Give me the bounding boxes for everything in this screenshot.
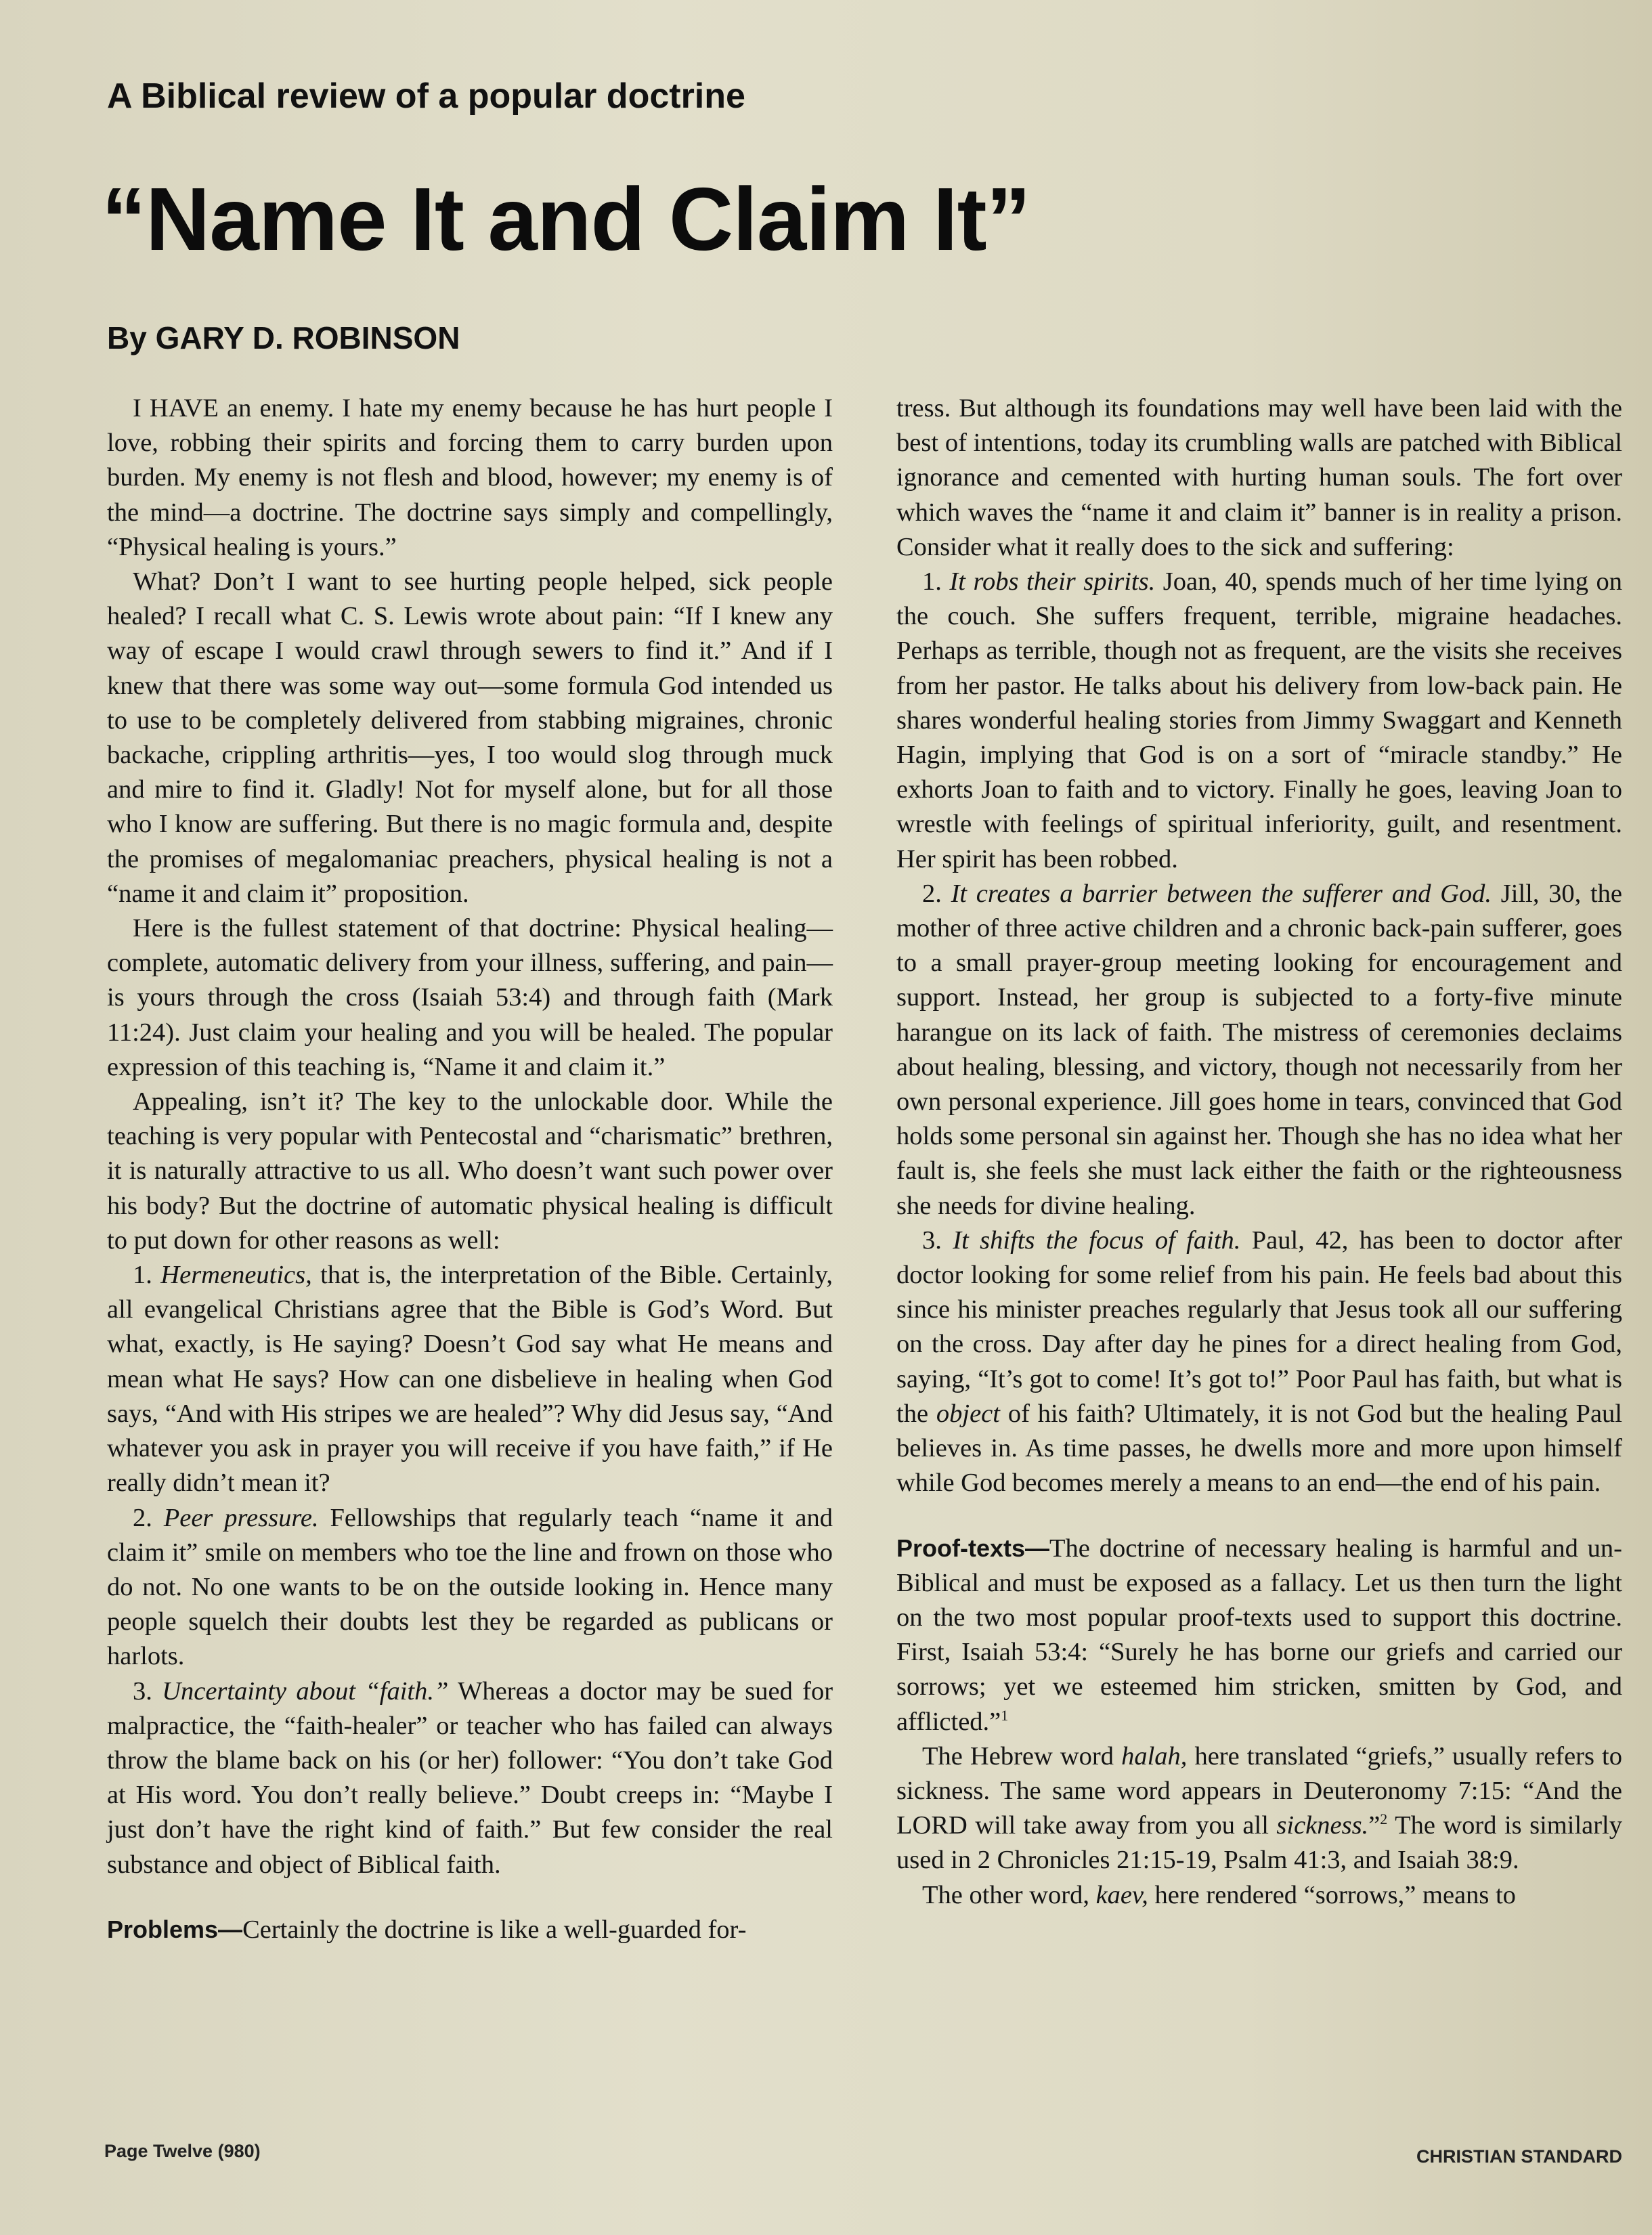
paragraph [107, 1501, 833, 1674]
paragraph [896, 1739, 1622, 1878]
list-term: Hermeneutics, [160, 1261, 312, 1290]
emphasis: sickness. [1276, 1811, 1369, 1840]
paragraph: What? Don’t I want to see hurting people helped, sick people healed? I recall what C. S. Lewis wrote about pain: “If I knew any way of escape I would crawl through sewers to find it.” And if I knew that there was some way out—some formula God intended us to use to be completely delivered from stabbing migraines, chronic backache, crippling arthritis—yes, I too would slog through muck and mire to find it. Gladly! Not for myself alone, but for all those who I know are suffering. But there is no magic formula and, despite the promises of megalomaniac preachers, physical healing is not a “name it and claim it” proposition. [107, 567, 833, 908]
paragraph: Here is the fullest statement of that doctrine: Physical healing—complete, automatic delivery from your illness, suffering, and pain—is yours through the cross (Isaiah 53:4) and through faith (Mark 11:24). Just claim your healing and you will be healed. The popular expression of this teaching is, “Name it and claim it.” [107, 914, 833, 1081]
list-number: 2. [922, 879, 942, 908]
emphasis: halah, [1121, 1741, 1188, 1771]
list-number: 3. [922, 1225, 942, 1255]
section-gap [107, 1882, 833, 1912]
paragraph [896, 565, 1622, 877]
page-number: Page Twelve (980) [104, 2141, 261, 2161]
paragraph-text: The Hebrew word [922, 1741, 1114, 1771]
section-heading: Problems— [107, 1915, 243, 1943]
paragraph-text: Whereas a doctor may be sued for malpractice, the “faith-healer” or teacher who has failed can always throw the blame back on his (or her) follower: “You don’t take God at His word. You don’t really believe.” Doubt creeps in: “Maybe I just don’t have the right kind of faith.” But few consider the real substance and object of Biblical faith. [107, 1676, 833, 1879]
quote-mark: ” [1368, 1811, 1381, 1840]
section-gap [896, 1501, 1622, 1531]
list-term: It creates a barrier between the sufferer and God. [951, 879, 1492, 908]
paragraph [107, 1258, 833, 1500]
list-term: Peer pressure. [163, 1503, 319, 1532]
paragraph [896, 1878, 1622, 1913]
paragraph [107, 1912, 833, 1947]
paragraph-text: Paul, 42, has been to doctor after doctor looking for some relief from his pain. He feels bad about this since his minister preaches regularly that Jesus took all our suffering on the cross. Day after day he pines for a direct healing from God, saying, “It’s got to come! It’s got to!” Poor Paul has faith, but what is the [896, 1225, 1622, 1428]
paragraph: Appealing, isn’t it? The key to the unlockable door. While the teaching is very popular with Pentecostal and “charismatic” brethren, it is naturally attractive to us all. Who doesn’t want such power over his body? But the doctrine of automatic physical healing is difficult to put down for other reasons as well: [107, 1087, 833, 1255]
paragraph-text: Fellowships that regularly teach “name it and claim it” smile on members who toe the line and frown on those who do not. No one wants to be on the outside looking in. Hence many people squelch their doubts lest they be regarded as publicans or harlots. [107, 1503, 833, 1671]
paragraph-text: The word is similarly used in 2 Chronicles 21:15-19, Psalm 41:3, and Isaiah 38:9. [896, 1811, 1622, 1875]
list-term: It robs their spirits. [949, 567, 1156, 596]
paragraph [107, 1674, 833, 1882]
paragraph-text: here rendered “sorrows,” means to [1154, 1880, 1516, 1909]
paragraph-text: of his faith? Ultimately, it is not God but the healing Paul believes in. As time passes, he dwells more and more upon himself while God becomes merely a means to an end—the end of his pain. [896, 1399, 1623, 1498]
right-column [896, 391, 1622, 1913]
footnote-marker: 2 [1380, 1810, 1388, 1828]
section-heading: Proof-texts— [896, 1534, 1050, 1562]
list-term: It shifts the focus of faith. [953, 1225, 1241, 1255]
list-term: Uncertainty about “faith.” [162, 1676, 449, 1706]
footnote-marker: 1 [1001, 1706, 1009, 1724]
list-number: 3. [133, 1676, 152, 1706]
paragraph [896, 1223, 1622, 1501]
left-column [107, 391, 833, 1947]
paragraph-text: The other word, [922, 1880, 1089, 1909]
paragraph-text: Jill, 30, the mother of three active children and a chronic back-pain sufferer, goes to a small prayer-group meeting looking for encouragement and support. Instead, her group is subjected to a forty-five minute harangue on its lack of faith. The mistress of ceremonies declaims about healing, blessing, and victory, though not necessarily from her own personal experience. Jill goes home in tears, convinced that God holds some personal sin against her. Though she has no idea what her fault is, she feels she must lack either the faith or the righteousness she needs for divine healing. [896, 879, 1623, 1220]
paragraph-text: Certainly the doctrine is like a well-guarded for- [242, 1915, 747, 1944]
paragraph [896, 1531, 1622, 1739]
paragraph: I HAVE an enemy. I hate my enemy because he has hurt people I love, robbing their spirits and forcing them to carry burden upon burden. My enemy is not flesh and blood, however; my enemy is of the mind—a doctrine. The doctrine says simply and compellingly, “Physical healing is yours.” [107, 394, 833, 561]
paragraph-text: that is, the interpretation of the Bible. Certainly, all evangelical Christians agree that the Bible is God’s Word. But what, exactly, is He saying? Doesn’t God say what He means and mean what He says? How can one disbelieve in healing when God says, “And with His stripes we are healed”? Why did Jesus say, “And whatever you ask in prayer you will receive if you have faith,” if He really didn’t mean it? [107, 1261, 833, 1498]
paragraph-text: The doctrine of necessary healing is harmful and un-Biblical and must be exposed as a fallacy. Let us then turn the light on the two most popular proof-texts used to support this doctrine. First, Isaiah 53:4: “Surely he has borne our griefs and carried our sorrows; yet we esteemed him stricken, smitten by God, and afflicted.” [896, 1534, 1622, 1736]
article-byline: By GARY D. ROBINSON [107, 320, 460, 355]
paragraph [896, 877, 1622, 1223]
list-number: 2. [133, 1503, 152, 1532]
emphasis: object [936, 1399, 1000, 1428]
paragraph-text: Joan, 40, spends much of her time lying on the couch. She suffers frequent, terrible, migraine headaches. Perhaps as terrible, though not as frequent, are the visits she receives from her pastor. He talks about his delivery from low-back pain. He shares wonderful healing stories from Jimmy Swaggart and Kenneth Hagin, implying that God is on a sort of “miracle standby.” He exhorts Joan to faith and to victory. Finally he goes, leaving Joan to wrestle with feelings of spiritual inferiority, guilt, and resentment. Her spirit has been robbed. [896, 567, 1623, 873]
paragraph-text: here translated “griefs,” usually refers to sickness. The same word appears in Deuteronomy 7:15: “And the LORD will take away from you all [896, 1741, 1622, 1840]
paragraph: tress. But although its foundations may well have been laid with the best of intentions, today its crumbling walls are patched with Biblical ignorance and cemented with hurting human souls. The fort over which waves the “name it and claim it” banner is in reality a prison. Consider what it really does to the sick and suffering: [896, 394, 1622, 561]
list-number: 1. [133, 1261, 152, 1290]
list-number: 1. [922, 567, 942, 596]
publication-name: CHRISTIAN STANDARD [1416, 2146, 1622, 2167]
article-title: “Name It and Claim It” [102, 169, 1030, 269]
emphasis: kaev, [1095, 1880, 1148, 1909]
article-kicker: A Biblical review of a popular doctrine [107, 77, 745, 116]
